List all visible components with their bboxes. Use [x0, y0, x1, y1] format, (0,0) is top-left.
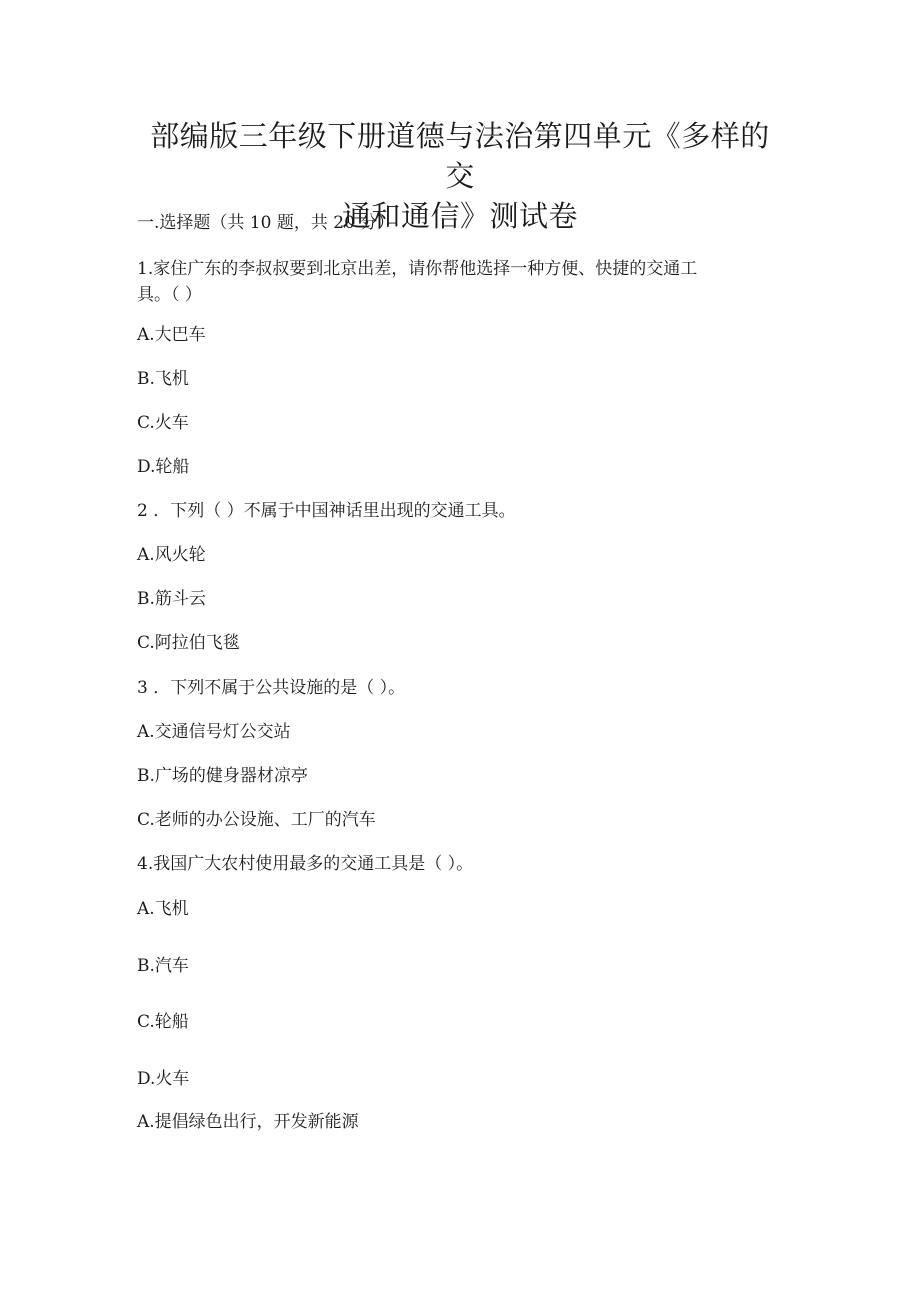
question-2-option-b: B.筋斗云	[137, 589, 206, 609]
title-line-1: 部编版三年级下册道德与法治第四单元《多样的交	[150, 119, 770, 193]
question-2-stem: 2 ．下列（ ）不属于中国神话里出现的交通工具。	[137, 501, 516, 521]
question-1-option-d: D.轮船	[137, 457, 190, 477]
question-4-option-d: D.火车	[137, 1069, 190, 1089]
question-3-stem: 3 ．下列不属于公共设施的是（ ）。	[137, 678, 406, 698]
question-1-option-b: B.飞机	[137, 369, 189, 389]
question-4-option-b: B.汽车	[137, 956, 189, 976]
section-heading: 一.选择题（共 10 题，共 20 分）	[137, 213, 395, 233]
title-line-2: 通和通信》测试卷	[341, 199, 578, 233]
question-2-option-c: C.阿拉伯飞毯	[137, 633, 240, 653]
question-1-option-a: A.大巴车	[137, 325, 206, 345]
question-4-stem: 4.我国广大农村使用最多的交通工具是（ ）。	[137, 854, 474, 874]
question-1-option-c: C.火车	[137, 413, 189, 433]
question-3-option-b: B.广场的健身器材凉亭	[137, 766, 308, 786]
question-5-option-a: A.提倡绿色出行，开发新能源	[137, 1112, 359, 1132]
question-4-option-a: A.飞机	[137, 899, 189, 919]
question-1-stem-line-2: 具。（ ）	[137, 285, 202, 305]
question-3-option-c: C.老师的办公设施、工厂的汽车	[137, 810, 376, 830]
question-1-stem-line-1: 1.家住广东的李叔叔要到北京出差，请你帮他选择一种方便、快捷的交通工	[137, 259, 698, 279]
question-4-option-c: C.轮船	[137, 1012, 189, 1032]
question-1-stem	[137, 256, 782, 308]
question-3-option-a: A.交通信号灯公交站	[137, 722, 291, 742]
question-2-option-a: A.风火轮	[137, 545, 206, 565]
